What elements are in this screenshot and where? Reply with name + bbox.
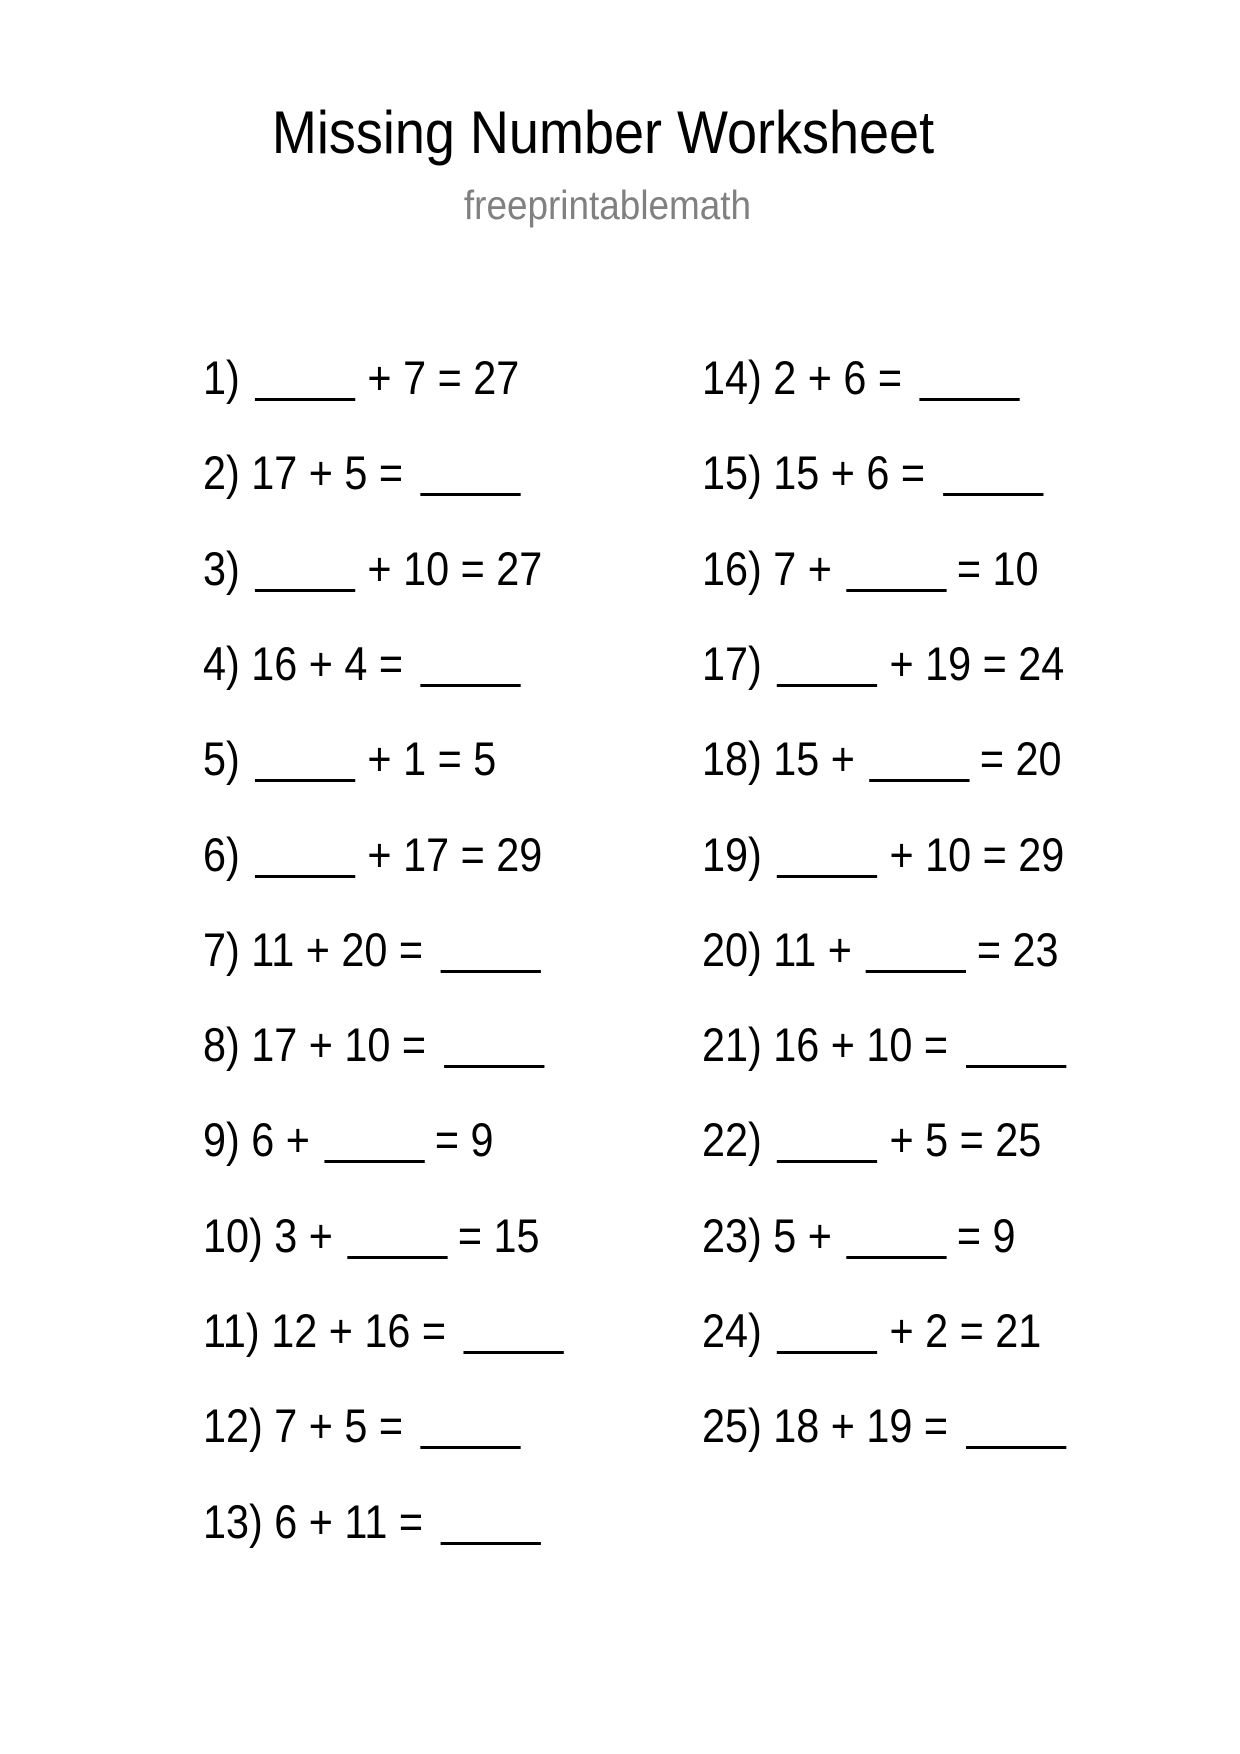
problem-13 xyxy=(203,1494,550,1550)
problem-text-after: = 15 xyxy=(457,1208,540,1262)
problem-text-before: 6 + xyxy=(251,1113,310,1167)
answer-blank[interactable] xyxy=(255,395,355,401)
problem-number: 7) xyxy=(203,922,240,976)
problem-text-after: + 10 = 27 xyxy=(367,541,543,595)
answer-blank[interactable] xyxy=(421,681,521,687)
problem-24 xyxy=(702,1303,1041,1359)
problem-number: 13) xyxy=(203,1494,263,1548)
problem-text-before: 17 + 10 = xyxy=(251,1018,427,1072)
answer-blank[interactable] xyxy=(421,490,521,496)
problem-text-after: + 2 = 21 xyxy=(889,1304,1042,1357)
answer-blank[interactable] xyxy=(846,586,946,592)
problem-6 xyxy=(203,827,542,883)
problem-8 xyxy=(203,1017,553,1073)
answer-blank[interactable] xyxy=(444,1062,544,1068)
answer-blank[interactable] xyxy=(324,1157,424,1163)
problem-number: 22) xyxy=(702,1113,762,1167)
answer-blank[interactable] xyxy=(777,872,877,878)
problem-21 xyxy=(702,1017,1075,1073)
problem-number: 6) xyxy=(203,827,240,881)
problem-number: 11) xyxy=(203,1304,260,1357)
answer-blank[interactable] xyxy=(966,1062,1066,1068)
answer-blank[interactable] xyxy=(966,1443,1066,1449)
answer-blank[interactable] xyxy=(255,872,355,878)
problem-17 xyxy=(702,636,1064,692)
problem-number: 9) xyxy=(203,1113,240,1167)
problem-number: 23) xyxy=(702,1208,762,1262)
problem-10 xyxy=(203,1208,540,1264)
problem-text-before: 3 + xyxy=(274,1208,333,1262)
problem-16 xyxy=(702,541,1039,597)
problem-1 xyxy=(203,350,519,406)
problem-12 xyxy=(203,1398,530,1454)
problem-9 xyxy=(203,1112,494,1168)
problem-number: 1) xyxy=(203,351,240,404)
problem-2 xyxy=(203,445,530,501)
problem-text-before: 7 + 5 = xyxy=(274,1399,404,1453)
answer-blank[interactable] xyxy=(255,776,355,782)
answer-blank[interactable] xyxy=(255,586,355,592)
problem-number: 16) xyxy=(702,541,762,595)
answer-blank[interactable] xyxy=(866,967,966,973)
problem-19 xyxy=(702,827,1064,883)
problem-text-before: 7 + xyxy=(773,541,832,595)
problem-number: 10) xyxy=(203,1208,263,1262)
problem-number: 12) xyxy=(203,1399,263,1453)
answer-blank[interactable] xyxy=(777,681,877,687)
problem-text-before: 5 + xyxy=(773,1208,832,1262)
problem-number: 2) xyxy=(203,446,240,500)
answer-blank[interactable] xyxy=(943,490,1043,496)
problem-text-before: 17 + 5 = xyxy=(251,446,404,500)
problem-3 xyxy=(203,541,542,597)
problem-22 xyxy=(702,1112,1041,1168)
problem-text-after: = 9 xyxy=(434,1113,494,1167)
problem-text-before: 15 + xyxy=(773,732,855,786)
problem-number: 25) xyxy=(702,1399,762,1453)
worksheet-title: Missing Number Worksheet xyxy=(271,99,935,166)
problem-23 xyxy=(702,1208,1016,1264)
answer-blank[interactable] xyxy=(846,1253,946,1259)
answer-blank[interactable] xyxy=(777,1157,877,1163)
problem-text-before: 6 + 11 = xyxy=(274,1494,423,1548)
problem-text-before: 16 + 10 = xyxy=(773,1018,949,1072)
problem-text-before: 18 + 19 = xyxy=(773,1399,949,1453)
problem-7 xyxy=(203,922,550,978)
problem-text-after: + 7 = 27 xyxy=(367,351,520,404)
answer-blank[interactable] xyxy=(464,1348,564,1354)
worksheet-subtitle: freeprintablemath xyxy=(463,182,752,228)
problem-number: 15) xyxy=(702,446,762,500)
answer-blank[interactable] xyxy=(920,395,1020,401)
answer-blank[interactable] xyxy=(347,1253,447,1259)
problem-18 xyxy=(702,731,1062,787)
problem-25 xyxy=(702,1398,1075,1454)
problem-text-after: + 5 = 25 xyxy=(889,1113,1042,1167)
problem-text-after: = 10 xyxy=(956,541,1039,595)
problem-text-before: 12 + 16 = xyxy=(271,1304,447,1357)
problem-number: 17) xyxy=(702,636,762,690)
problem-text-before: 11 + 20 = xyxy=(251,922,423,976)
answer-blank[interactable] xyxy=(441,967,541,973)
problem-number: 24) xyxy=(702,1304,762,1357)
problem-15 xyxy=(702,445,1052,501)
answer-blank[interactable] xyxy=(777,1348,877,1354)
problem-text-after: = 23 xyxy=(976,922,1059,976)
problem-text-after: = 9 xyxy=(956,1208,1016,1262)
problem-number: 14) xyxy=(702,351,762,404)
problem-number: 4) xyxy=(203,636,240,690)
answer-blank[interactable] xyxy=(441,1539,541,1545)
problem-11 xyxy=(203,1303,573,1359)
problem-text-after: + 19 = 24 xyxy=(889,636,1065,690)
problem-text-before: 16 + 4 = xyxy=(251,636,404,690)
problem-number: 19) xyxy=(702,827,762,881)
problem-20 xyxy=(702,922,1058,978)
problem-text-before: 2 + 6 = xyxy=(773,351,903,404)
answer-blank[interactable] xyxy=(869,776,969,782)
problem-text-after: + 1 = 5 xyxy=(367,732,497,786)
problem-text-after: = 20 xyxy=(979,732,1062,786)
problem-number: 5) xyxy=(203,732,240,786)
problem-5 xyxy=(203,731,496,787)
problem-number: 21) xyxy=(702,1018,762,1072)
answer-blank[interactable] xyxy=(421,1443,521,1449)
problem-number: 8) xyxy=(203,1018,240,1072)
problem-4 xyxy=(203,636,530,692)
problem-number: 20) xyxy=(702,922,762,976)
problem-14 xyxy=(702,350,1029,406)
problem-text-before: 15 + 6 = xyxy=(773,446,926,500)
problem-text-after: + 10 = 29 xyxy=(889,827,1065,881)
problem-number: 18) xyxy=(702,732,762,786)
problem-text-after: + 17 = 29 xyxy=(367,827,543,881)
problem-text-before: 11 + xyxy=(773,922,852,976)
problem-number: 3) xyxy=(203,541,240,595)
